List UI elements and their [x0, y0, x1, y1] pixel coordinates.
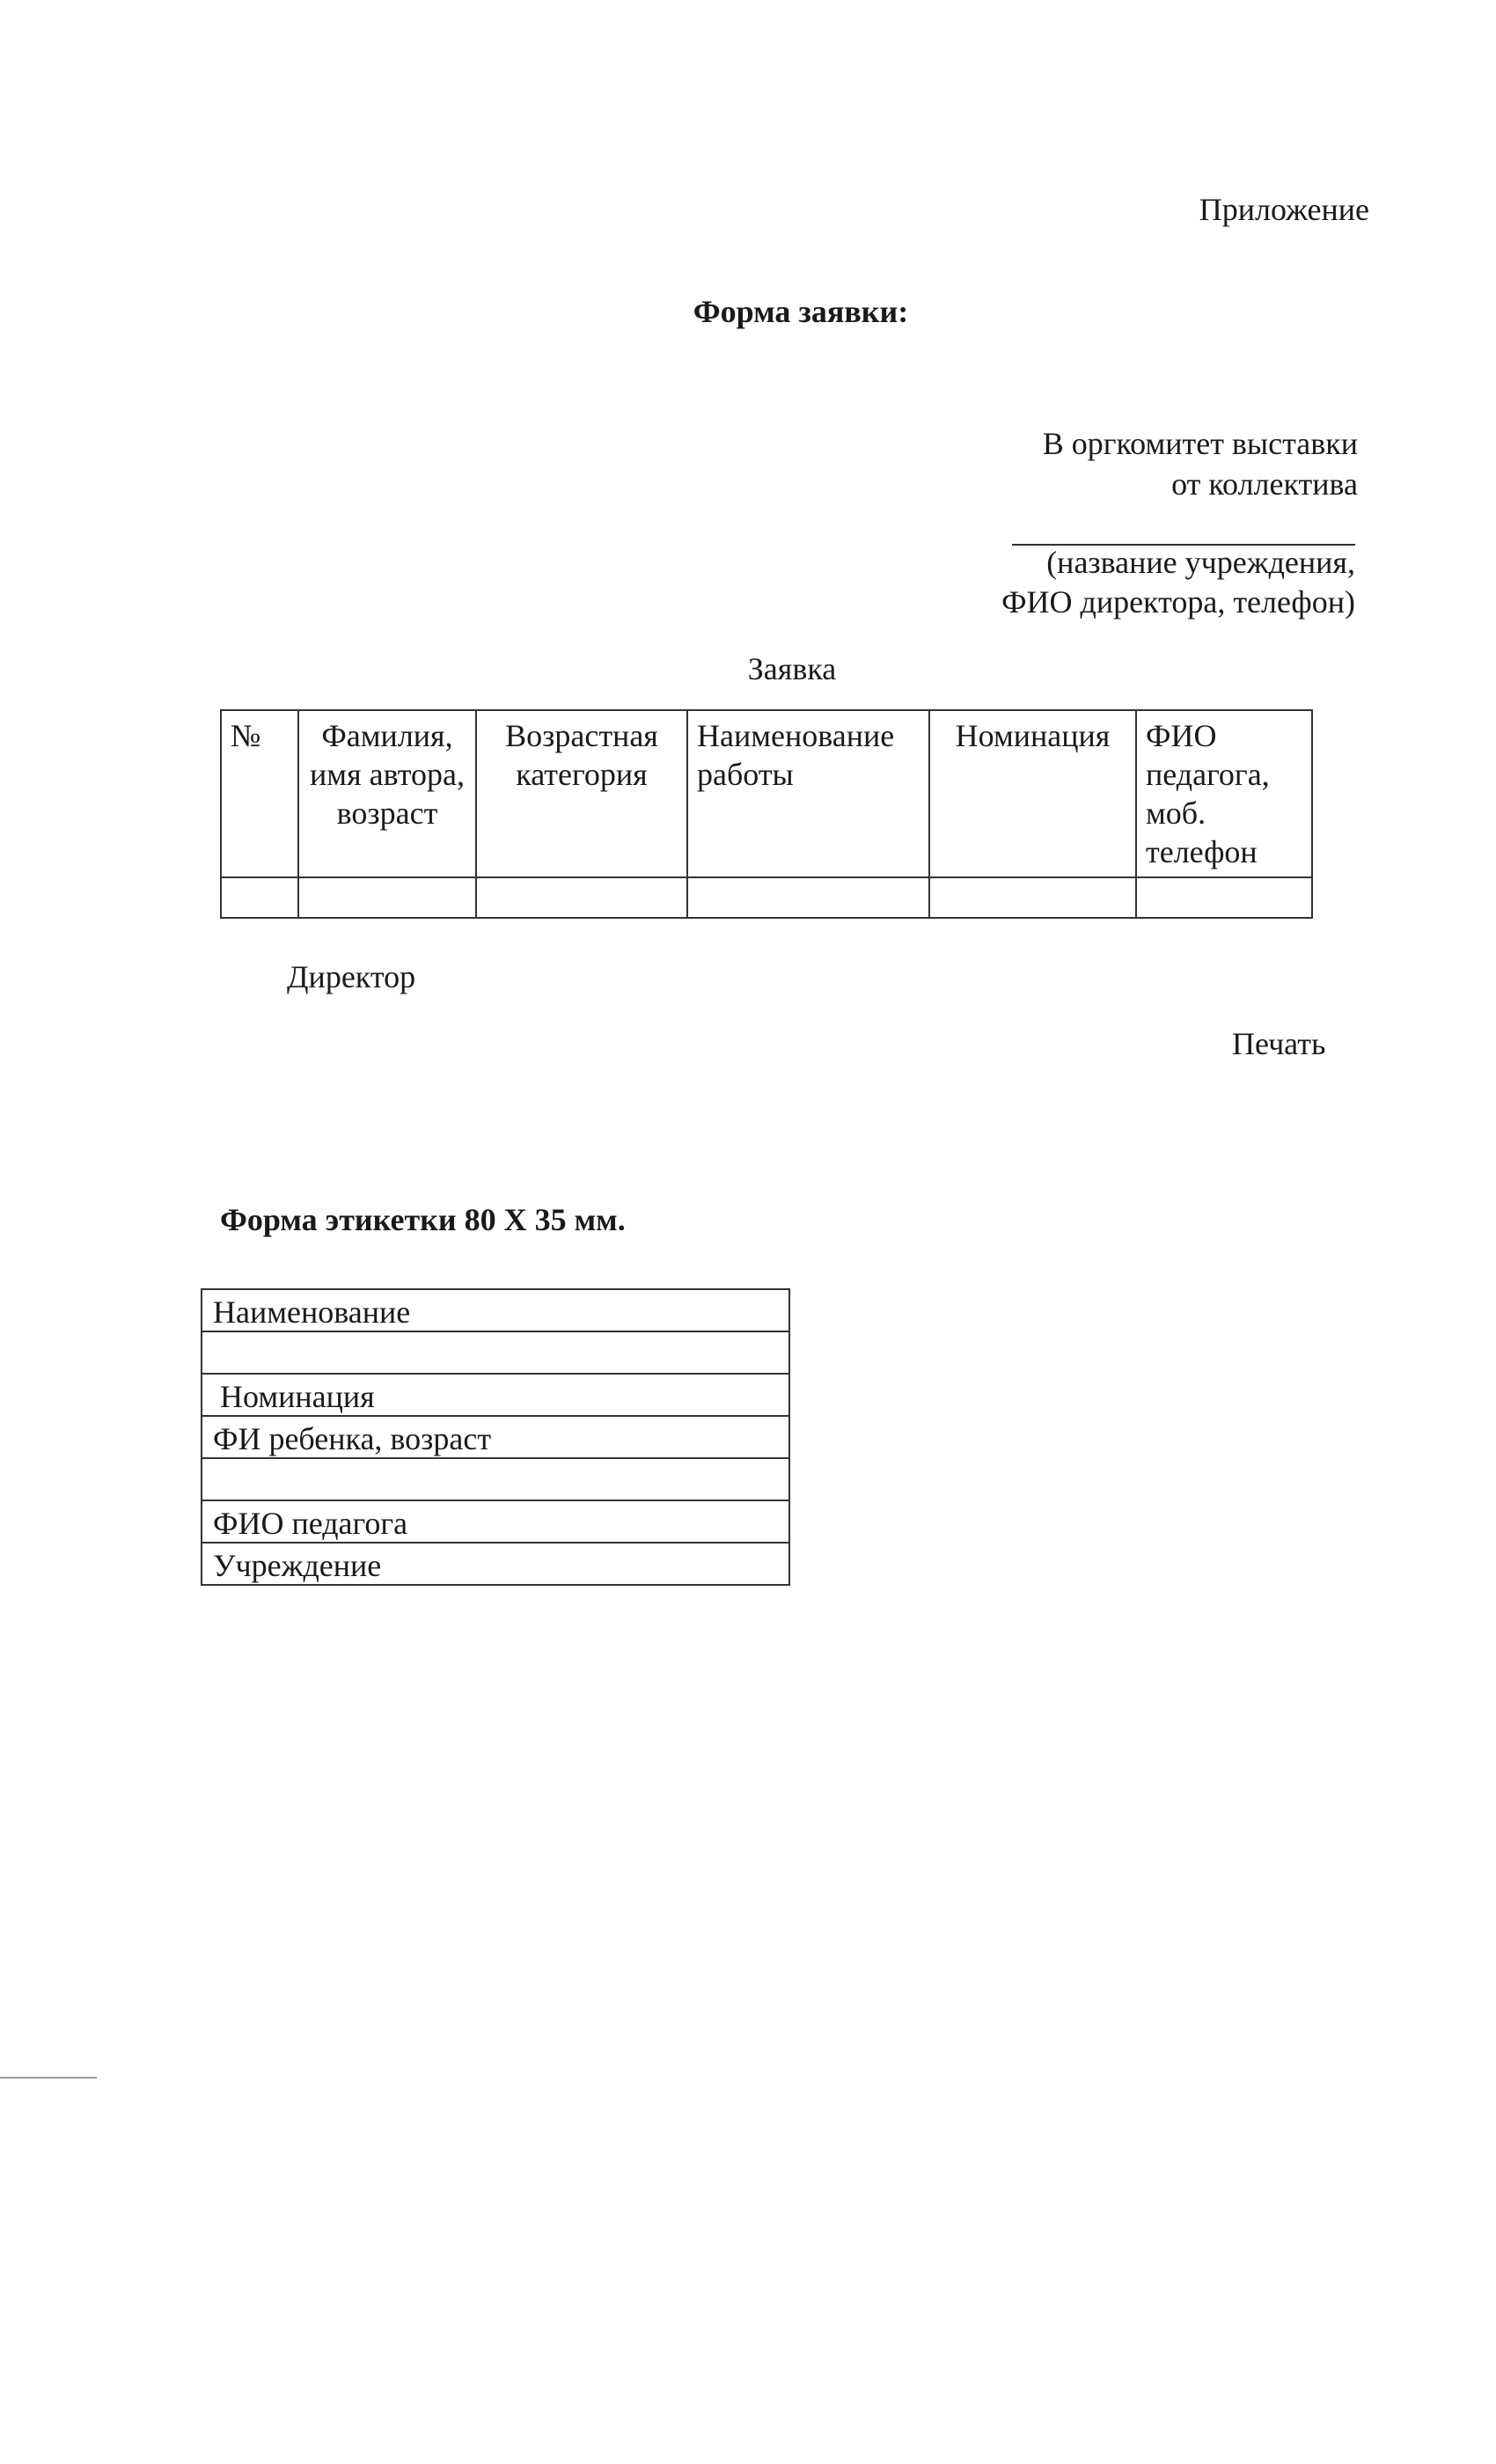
stamp-label: Печать [1232, 1026, 1326, 1061]
application-table [220, 709, 1313, 919]
label-form-title: Форма этикетки 80 Х 35 мм. [220, 1202, 626, 1237]
addressee-note-1: (название учреждения, [1046, 545, 1355, 580]
label-row-child: ФИ ребенка, возраст [202, 1416, 789, 1458]
label-row-nomination: Номинация [202, 1374, 789, 1416]
label-row-blank[interactable] [202, 1458, 789, 1500]
table-header-teacher: ФИО педагога, моб. телефон [1136, 710, 1312, 877]
director-label: Директор [287, 959, 416, 994]
scan-edge-mark [0, 2077, 97, 2079]
table-cell[interactable] [298, 877, 476, 918]
form-title: Форма заявки: [693, 294, 909, 329]
table-cell[interactable] [929, 877, 1136, 918]
table-header-nomination: Номинация [929, 710, 1136, 877]
appendix-label: Приложение [1199, 192, 1369, 227]
application-heading: Заявка [747, 651, 837, 686]
table-cell[interactable] [687, 877, 929, 918]
label-row-institution: Учреждение [202, 1543, 789, 1585]
label-row-title: Наименование [202, 1289, 789, 1331]
label-row-teacher: ФИО педагога [202, 1500, 789, 1543]
addressee-line-1: В оргкомитет выставки [1042, 426, 1358, 461]
addressee-line-2: от коллектива [1171, 466, 1358, 502]
table-row [221, 877, 1312, 918]
application-table-header-row [221, 710, 1312, 877]
label-form-table [201, 1288, 790, 1586]
table-header-number: № [221, 710, 298, 877]
table-cell[interactable] [476, 877, 687, 918]
table-cell[interactable] [1136, 877, 1312, 918]
label-row-blank[interactable] [202, 1331, 789, 1374]
table-cell[interactable] [221, 877, 298, 918]
addressee-note-2: ФИО директора, телефон) [1001, 584, 1355, 620]
table-header-age-category: Возрастная категория [476, 710, 687, 877]
table-header-author: Фамилия, имя автора, возраст [298, 710, 476, 877]
table-header-work-title: Наименование работы [687, 710, 929, 877]
